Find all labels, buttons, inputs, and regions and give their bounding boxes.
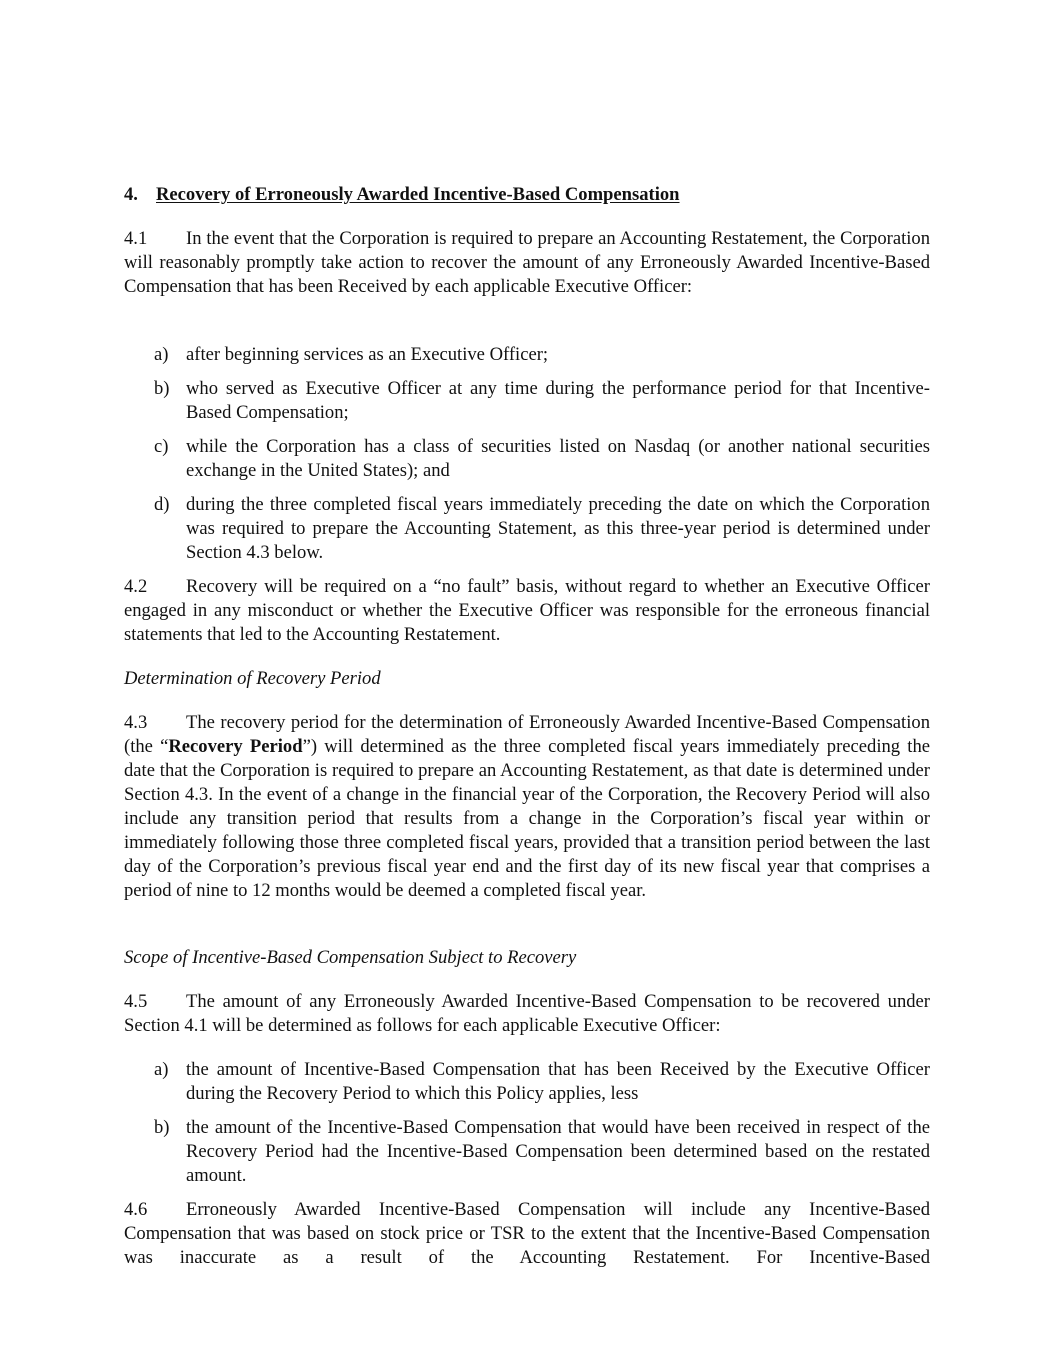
section-number: 4. [124, 184, 138, 205]
section-heading [124, 183, 680, 207]
list-item-label: b) [154, 378, 170, 399]
paragraph-text: Recovery will be required on a “no fault” basis, without regard to whether an Executive Officer engaged in any misconduct or whether the Executive Officer was responsible for the erroneous financial statements that led to the Accounting Restatement. [124, 576, 930, 645]
list-item-label: a) [154, 344, 169, 365]
paragraph-text: Erroneously Awarded Incentive-Based Compensation will include any Incentive-Based Compensation that was based on stock price or TSR to the extent that the Incentive-Based Compensation was inaccurate as a result of the Accounting Restatement. For Incentive-Based [124, 1199, 930, 1268]
list-item [154, 1116, 930, 1188]
list-item-text: who served as Executive Officer at any time during the performance period for that Incentive-Based Compensation; [186, 378, 930, 423]
list-item [154, 435, 930, 483]
list-item-label: a) [154, 1059, 169, 1080]
list-item-text: while the Corporation has a class of securities listed on Nasdaq (or another national securities exchange in the United States); and [186, 436, 930, 481]
list-item-text: after beginning services as an Executive Officer; [186, 344, 549, 365]
list-item-text: during the three completed fiscal years immediately preceding the date on which the Corporation was required to prepare the Accounting Statement, as this three-year period is determined under Section 4.3 below. [186, 494, 930, 563]
paragraph-4-5 [124, 990, 930, 1038]
section-title: Recovery of Erroneously Awarded Incentive-Based Compensation [156, 184, 680, 205]
list-item-label: c) [154, 436, 169, 457]
subheading-recovery-period: Determination of Recovery Period [124, 668, 381, 689]
paragraph-4-6 [124, 1198, 930, 1270]
list-item-text: the amount of the Incentive-Based Compensation that would have been received in respect of the Recovery Period had the Incentive-Based Compensation been determined based on the restated amount. [186, 1117, 930, 1186]
paragraph-number: 4.6 [124, 1199, 148, 1220]
paragraph-text: The amount of any Erroneously Awarded Incentive-Based Compensation to be recovered under Section 4.1 will be determined as follows for each applicable Executive Officer: [124, 991, 930, 1036]
paragraph-number: 4.3 [124, 712, 148, 733]
paragraph-4-1 [124, 227, 930, 299]
list-item [154, 493, 930, 565]
paragraph-number: 4.2 [124, 576, 148, 597]
list-item-label: d) [154, 494, 170, 515]
paragraph-number: 4.5 [124, 991, 148, 1012]
paragraph-4-2 [124, 575, 930, 647]
list-item-label: b) [154, 1117, 170, 1138]
paragraph-4-3 [124, 711, 930, 903]
subheading-scope: Scope of Incentive-Based Compensation Subject to Recovery [124, 947, 577, 968]
list-item [154, 343, 930, 367]
paragraph-text-continued: ”) will determined as the three completed fiscal years immediately preceding the date that the Corporation is required to prepare an Accounting Restatement, as that date is determined under Section 4.3. In the event of a change in the financial year of the Corporation, the Recovery Period will also include any transition period that results from a change in the Corporation’s fiscal year within or immediately following those three completed fiscal years, provided that a transition period between the last day of the Corporation’s previous fiscal year end and the first day of its new fiscal year that comprises a period of nine to 12 months would be deemed a completed fiscal year. [124, 736, 930, 901]
list-item-text: the amount of Incentive-Based Compensation that has been Received by the Executive Officer during the Recovery Period to which this Policy applies, less [186, 1059, 930, 1104]
defined-term: Recovery Period [168, 736, 303, 757]
list-item [154, 377, 930, 425]
paragraph-text: The recovery period for the determination of Erroneously Awarded Incentive-Based Compensation (the “ [124, 712, 930, 757]
paragraph-text: In the event that the Corporation is required to prepare an Accounting Restatement, the Corporation will reasonably promptly take action to recover the amount of any Erroneously Awarded Incentive-Based Compensation that has been Received by each applicable Executive Officer: [124, 228, 930, 297]
list-item [154, 1058, 930, 1106]
paragraph-number: 4.1 [124, 228, 148, 249]
